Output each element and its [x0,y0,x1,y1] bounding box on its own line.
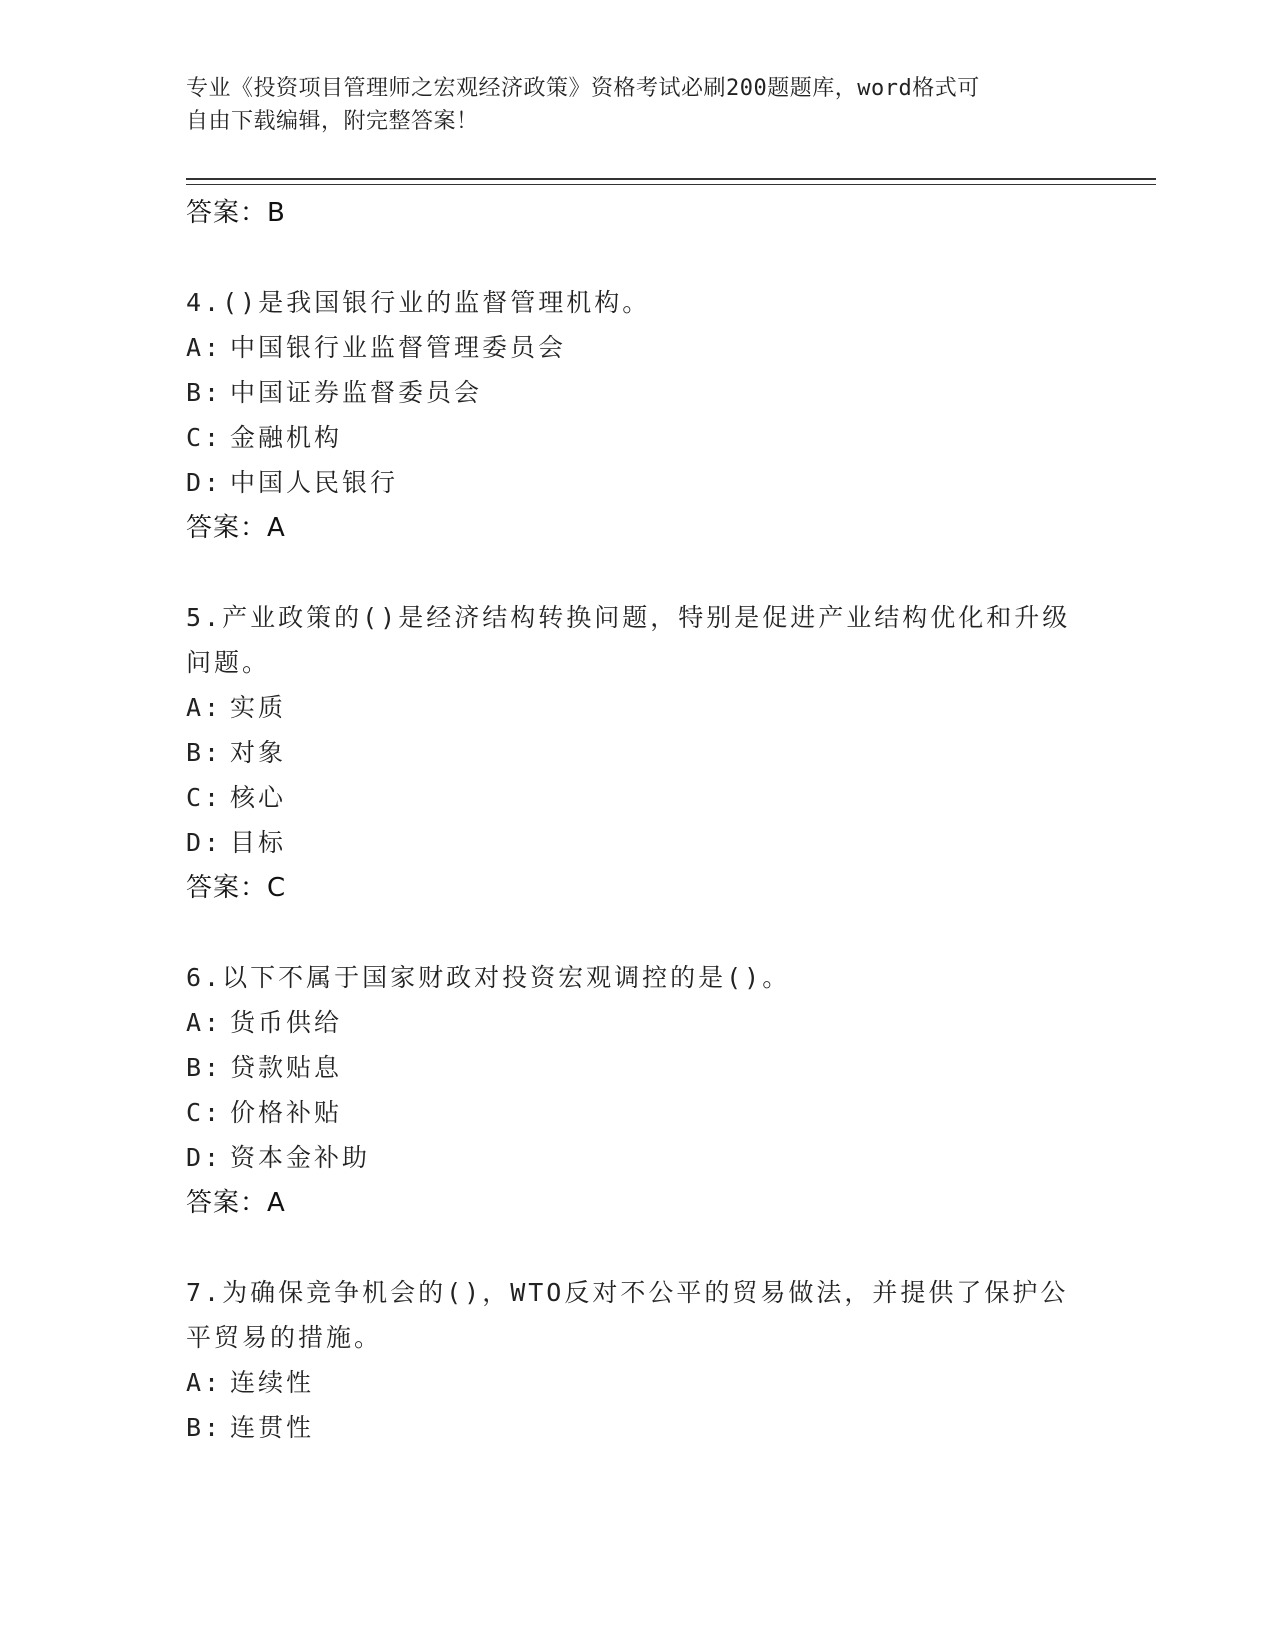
option-letter: B: [186,1413,223,1442]
question-list [186,190,1086,1450]
header-divider-thick [186,178,1156,180]
option-c [186,415,1086,460]
option-c [186,1090,1086,1135]
answer-q5: 答案：C [186,873,287,903]
option-text: 金融机构 [230,423,343,452]
answer-q4: 答案：A [186,513,286,543]
option-letter: B: [186,1053,223,1082]
question-stem: 7.为确保竞争机会的()，WTO反对不公平的贸易做法，并提供了保护公平贸易的措施。 [186,1278,1069,1352]
option-b [186,1405,1086,1450]
option-text: 目标 [230,828,287,857]
question-6 [186,955,1086,1226]
option-text: 连贯性 [230,1413,315,1442]
option-b [186,1045,1086,1090]
option-text: 中国银行业监督管理委员会 [230,333,567,362]
option-a [186,685,1086,730]
option-text: 对象 [230,738,287,767]
option-d [186,460,1086,505]
option-text: 贷款贴息 [230,1053,343,1082]
option-b [186,730,1086,775]
option-b [186,370,1086,415]
option-letter: C: [186,783,223,812]
option-text: 连续性 [230,1368,315,1397]
option-letter: C: [186,1098,223,1127]
option-letter: B: [186,738,223,767]
question-stem: 6.以下不属于国家财政对投资宏观调控的是()。 [186,963,791,992]
question-stem: 5.产业政策的()是经济结构转换问题，特别是促进产业结构优化和升级问题。 [186,603,1071,677]
option-d [186,1135,1086,1180]
option-letter: D: [186,1143,223,1172]
question-stem: 4.()是我国银行业的监督管理机构。 [186,288,651,317]
answer-q6: 答案：A [186,1188,286,1218]
option-letter: A: [186,1008,223,1037]
header-line-2: 自由下载编辑，附完整答案！ [186,109,479,134]
option-a [186,325,1086,370]
header-line-1: 专业《投资项目管理师之宏观经济政策》资格考试必刷200题题库，word格式可 [186,76,980,101]
option-letter: D: [186,828,223,857]
document-header [186,72,1086,138]
option-d [186,820,1086,865]
header-divider-thin [186,184,1156,185]
question-7 [186,1270,1086,1450]
option-text: 中国人民银行 [230,468,399,497]
option-a [186,1000,1086,1045]
option-text: 核心 [230,783,287,812]
option-c [186,775,1086,820]
option-letter: D: [186,468,223,497]
answer-q3: 答案：B [186,198,286,228]
option-letter: A: [186,1368,223,1397]
option-a [186,1360,1086,1405]
option-text: 货币供给 [230,1008,343,1037]
option-letter: B: [186,378,223,407]
option-text: 实质 [230,693,287,722]
question-5 [186,595,1086,911]
option-letter: C: [186,423,223,452]
question-4 [186,280,1086,551]
option-letter: A: [186,693,223,722]
option-text: 中国证券监督委员会 [230,378,483,407]
option-text: 资本金补助 [230,1143,371,1172]
option-letter: A: [186,333,223,362]
option-text: 价格补贴 [230,1098,343,1127]
